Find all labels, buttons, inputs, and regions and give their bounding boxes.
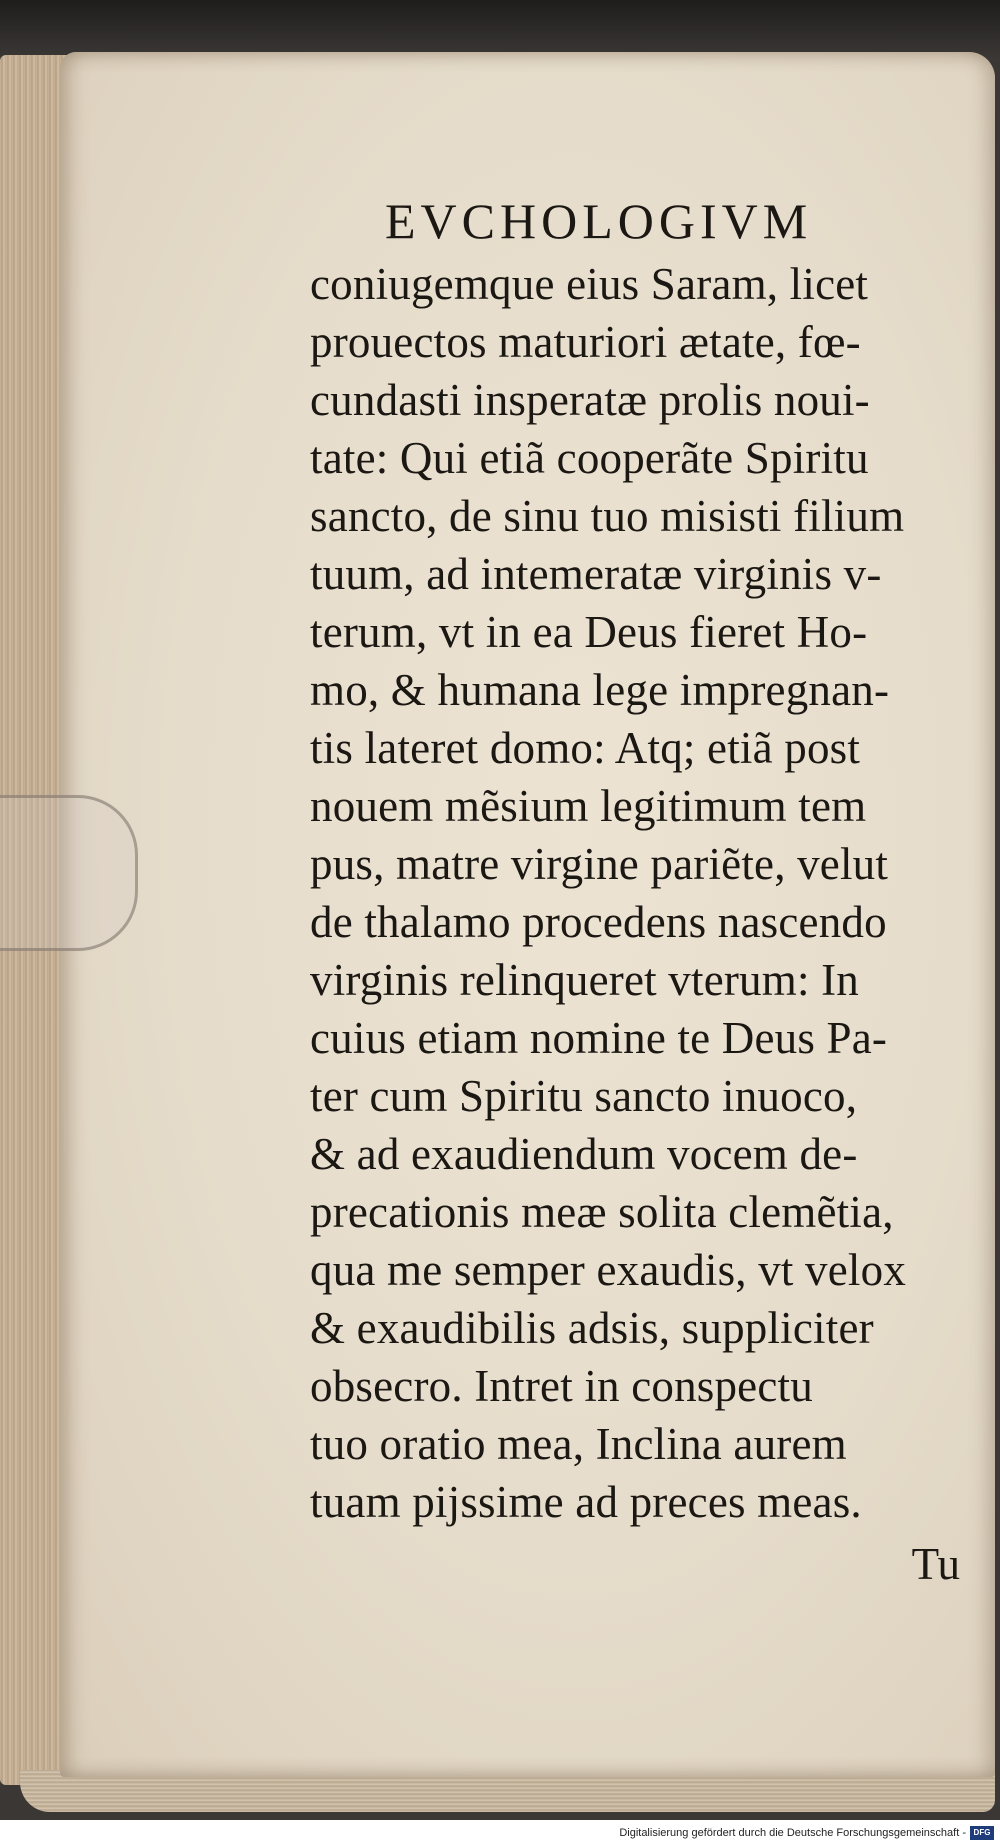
- attribution-text: Digitalisierung gefördert durch die Deutsche Forschungsgemeinschaft -: [619, 1827, 966, 1839]
- text-line: precationis meæ solita clemẽtia,: [310, 1187, 894, 1237]
- text-line: cundasti insperatæ prolis noui-: [310, 375, 870, 425]
- text-line: obsecro. Intret in conspectu: [310, 1361, 813, 1411]
- text-line: mo, & humana lege impregnan-: [310, 665, 890, 715]
- text-line: tate: Qui etiã cooperãte Spiritu: [310, 433, 869, 483]
- catchword: Tu: [911, 1539, 960, 1589]
- dfg-logo-icon: DFG: [970, 1826, 994, 1840]
- running-head: EVCHOLOGIVM: [385, 193, 813, 249]
- text-line: tuam pijssime ad preces meas.: [310, 1477, 862, 1527]
- text-line: tuo oratio mea, Inclina aurem: [310, 1419, 847, 1469]
- background-top: [0, 0, 1000, 60]
- text-line: sancto, de sinu tuo misisti filium: [310, 491, 905, 541]
- text-line: tuum, ad intemeratæ virginis v-: [310, 549, 882, 599]
- text-line: tis lateret domo: Atq; etiã post: [310, 723, 861, 773]
- text-line: qua me semper exaudis, vt velox: [310, 1245, 907, 1295]
- text-line: & exaudibilis adsis, suppliciter: [310, 1303, 874, 1353]
- text-line: virginis relinqueret vterum: In: [310, 955, 859, 1005]
- text-line: de thalamo procedens nascendo: [310, 897, 887, 947]
- text-line: cuius etiam nomine te Deus Pa-: [310, 1013, 888, 1063]
- text-line: prouectos maturiori ætate, fœ-: [310, 317, 861, 367]
- text-line: ter cum Spiritu sancto inuoco,: [310, 1071, 858, 1121]
- text-line: pus, matre virgine pariẽte, velut: [310, 839, 889, 889]
- text-line: coniugemque eius Saram, licet: [310, 259, 869, 309]
- text-line: & ad exaudiendum vocem de-: [310, 1129, 858, 1179]
- ribbon-clip: [0, 795, 138, 951]
- text-line: nouem mẽsium legitimum tem: [310, 781, 867, 831]
- text-line: terum, vt in ea Deus fieret Ho-: [310, 607, 868, 657]
